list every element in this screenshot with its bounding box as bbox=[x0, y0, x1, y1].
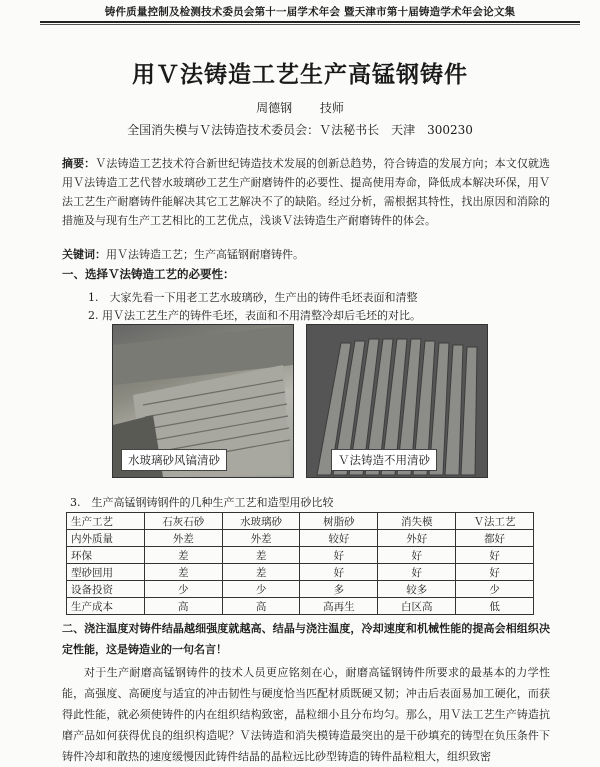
table-cell: 少 bbox=[144, 581, 222, 598]
table-cell: 好 bbox=[300, 564, 378, 581]
paper-title: 用Ｖ法铸造工艺生产高锰钢铸件 bbox=[132, 62, 468, 88]
table-cell: 好 bbox=[456, 547, 534, 564]
table-cell: 外差 bbox=[222, 530, 300, 547]
table-cell: 多 bbox=[300, 581, 378, 598]
table-cell: 生产成本 bbox=[67, 598, 145, 615]
table-row bbox=[67, 598, 534, 615]
table-cell: 高 bbox=[144, 598, 222, 615]
section-2-paragraph: 对于生产耐磨高锰钢铸件的技术人员更应铭刻在心，耐磨高锰钢铸件所要求的最基本的力学性能，高强度、高硬度与适宜的冲击韧性与硬度恰当匹配材质既硬又韧；冲击后表面易加工硬化，而获得此性能，就必须使铸件的内在组织结构致密，晶粒细小且分布均匀。那么，用Ｖ法工艺生产铸造抗磨产品如何获得优良的组织构造呢？Ｖ法铸造和消失模铸造最突出的是干砂填充的铸型在负压条件下铸件冷却和散热的速度缓慢因此铸件结晶的晶粒远比砂型铸造的铸件晶粒粗大，组织致密 bbox=[62, 666, 550, 763]
table-cell: 白区高 bbox=[378, 598, 456, 615]
table-cell: 环保 bbox=[67, 547, 145, 564]
table-header-cell: 水玻璃砂 bbox=[222, 513, 300, 530]
author-line bbox=[0, 99, 600, 116]
table-cell: 好 bbox=[456, 564, 534, 581]
section-2-heading: 二、浇注温度对铸件结晶越细强度就越高、结晶与浇注温度，冷却速度和机械性能的提高会相组织决定性能，这是铸造业的一句名言！ bbox=[62, 622, 550, 656]
photo-water-glass-sand-casting bbox=[112, 324, 294, 478]
section-1-heading: 一、选择Ｖ法铸造工艺的必要性： bbox=[62, 267, 235, 281]
header-rule-thin bbox=[40, 24, 580, 25]
table-cell: 好 bbox=[300, 547, 378, 564]
keywords-label: 关键词： bbox=[62, 248, 106, 261]
table-cell: 差 bbox=[144, 564, 222, 581]
section-1-item: 2. 用Ｖ法工艺生产的铸件毛坯，表面和不用清整冷却后毛坯的对比。 bbox=[88, 309, 421, 322]
running-header: 铸件质量控制及检测技术委员会第十一届学术年会 暨天津市第十届铸造学术年会论文集 bbox=[104, 6, 516, 18]
table-header-cell: 消失模 bbox=[378, 513, 456, 530]
section-1-item: 1. 大家先看一下用老工艺水玻璃砂，生产出的铸件毛坯表面和清整 bbox=[88, 291, 418, 304]
table-header-cell: 生产工艺 bbox=[67, 513, 145, 530]
keywords-text: 用Ｖ法铸造工艺；生产高锰钢耐磨铸件。 bbox=[106, 248, 304, 261]
table-header-cell: Ｖ法工艺 bbox=[456, 513, 534, 530]
photo-left-caption: 水玻璃砂风镐清砂 bbox=[121, 449, 227, 471]
table-cell: 较多 bbox=[378, 581, 456, 598]
header-rule bbox=[40, 21, 580, 23]
table-cell: 好 bbox=[378, 547, 456, 564]
table-cell: 设备投资 bbox=[67, 581, 145, 598]
table-cell: 少 bbox=[456, 581, 534, 598]
keywords bbox=[62, 246, 550, 262]
photo-right-caption: Ｖ法铸造不用清砂 bbox=[331, 449, 437, 471]
table-cell: 高再生 bbox=[300, 598, 378, 615]
photo-v-process-casting bbox=[306, 324, 488, 478]
table-cell: 少 bbox=[222, 581, 300, 598]
table-cell: 低 bbox=[456, 598, 534, 615]
table-header-cell: 石灰石砂 bbox=[144, 513, 222, 530]
abstract-text: Ｖ法铸造工艺技术符合新世纪铸造技术发展的创新总趋势，符合铸造的发展方向；本文仅就选用Ｖ法铸造工艺代替水玻璃砂工艺生产耐磨铸件的必要性、提高使用寿命，降低成本解决环保，用Ｖ法工艺生产耐磨铸件能解决其它工艺解决不了的缺陷。经过分析，需根据其特性，找出原因和消除的措施及与现有生产工艺相比的工艺优点，浅谈Ｖ法铸造生产耐磨铸件的体会。 bbox=[62, 157, 550, 227]
table-header-row bbox=[67, 513, 534, 530]
table-row bbox=[67, 581, 534, 598]
table-cell: 差 bbox=[222, 547, 300, 564]
affiliation: 全国消失模与Ｖ法铸造技术委员会：Ｖ法秘书长 天津 300230 bbox=[127, 123, 473, 137]
table-cell: 外好 bbox=[378, 530, 456, 547]
table-cell: 好 bbox=[378, 564, 456, 581]
table-header-cell: 树脂砂 bbox=[300, 513, 378, 530]
table-cell: 较好 bbox=[300, 530, 378, 547]
process-comparison-table bbox=[66, 512, 534, 615]
table-cell: 内外质量 bbox=[67, 530, 145, 547]
abstract bbox=[62, 154, 550, 230]
table-cell: 型砂回用 bbox=[67, 564, 145, 581]
section-3-heading: 3. 生产高锰钢铸钢件的几种生产工艺和造型用砂比较 bbox=[70, 496, 334, 509]
author-name: 周德钢 bbox=[256, 101, 293, 115]
table-cell: 差 bbox=[222, 564, 300, 581]
abstract-label: 摘要： bbox=[62, 157, 96, 170]
table-row bbox=[67, 530, 534, 547]
author-role: 技师 bbox=[319, 101, 344, 115]
table-cell: 高 bbox=[222, 598, 300, 615]
table-cell: 都好 bbox=[456, 530, 534, 547]
table-cell: 差 bbox=[144, 547, 222, 564]
table-cell: 外差 bbox=[144, 530, 222, 547]
table-row bbox=[67, 547, 534, 564]
table-row bbox=[67, 564, 534, 581]
